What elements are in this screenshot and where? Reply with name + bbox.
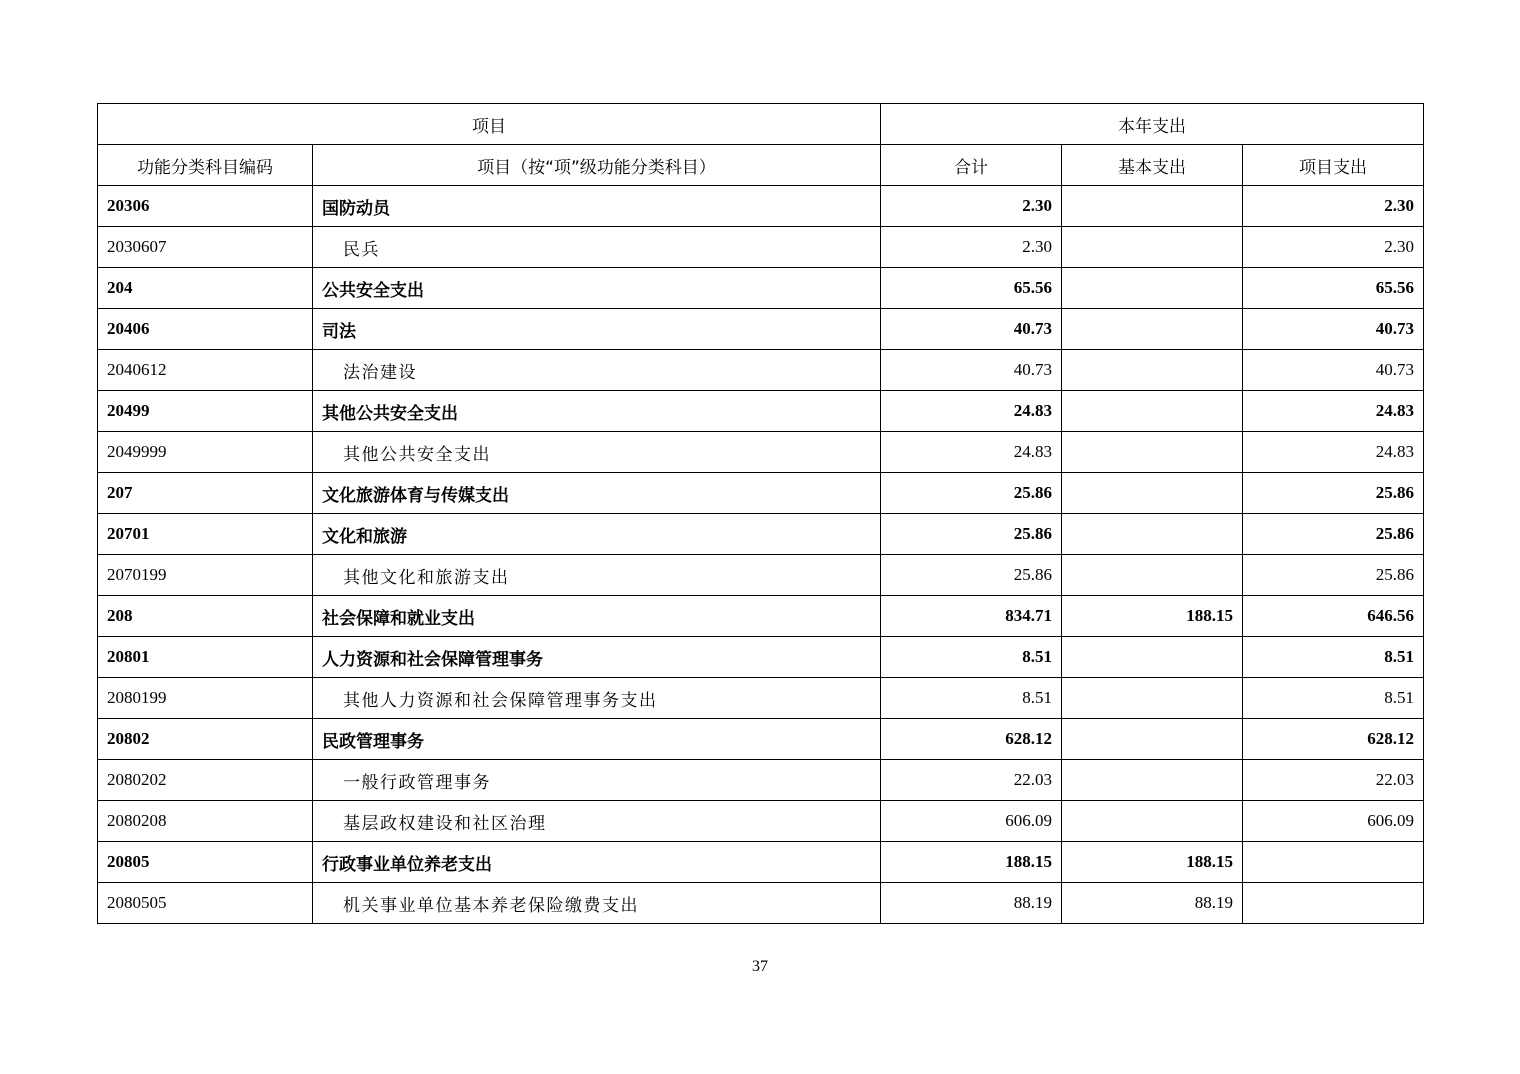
header-row-top — [98, 104, 1424, 145]
cell-name: 其他文化和旅游支出 — [313, 555, 881, 596]
table-row — [98, 514, 1424, 555]
cell-name: 机关事业单位基本养老保险缴费支出 — [313, 883, 881, 924]
cell-code: 2070199 — [98, 555, 313, 596]
table-body — [98, 186, 1424, 924]
table-row — [98, 309, 1424, 350]
cell-total: 25.86 — [881, 473, 1062, 514]
cell-name: 其他人力资源和社会保障管理事务支出 — [313, 678, 881, 719]
cell-total: 40.73 — [881, 350, 1062, 391]
cell-total: 606.09 — [881, 801, 1062, 842]
cell-total: 8.51 — [881, 678, 1062, 719]
table-row — [98, 719, 1424, 760]
cell-name: 民兵 — [313, 227, 881, 268]
cell-name: 国防动员 — [313, 186, 881, 227]
expenditure-table — [97, 103, 1424, 924]
header-item: 项目 — [98, 104, 881, 145]
cell-code: 20801 — [98, 637, 313, 678]
cell-project: 646.56 — [1243, 596, 1424, 637]
cell-code: 20406 — [98, 309, 313, 350]
cell-name: 文化和旅游 — [313, 514, 881, 555]
header-current-year: 本年支出 — [881, 104, 1424, 145]
cell-code: 207 — [98, 473, 313, 514]
header-total: 合计 — [881, 145, 1062, 186]
cell-basic — [1062, 350, 1243, 391]
cell-project: 24.83 — [1243, 432, 1424, 473]
cell-total: 8.51 — [881, 637, 1062, 678]
cell-project: 40.73 — [1243, 350, 1424, 391]
cell-total: 22.03 — [881, 760, 1062, 801]
cell-project: 25.86 — [1243, 473, 1424, 514]
cell-basic — [1062, 391, 1243, 432]
table-row — [98, 678, 1424, 719]
cell-code: 2080208 — [98, 801, 313, 842]
cell-project: 25.86 — [1243, 555, 1424, 596]
cell-code: 2080199 — [98, 678, 313, 719]
cell-total: 24.83 — [881, 432, 1062, 473]
header-row-columns — [98, 145, 1424, 186]
cell-basic — [1062, 555, 1243, 596]
cell-name: 一般行政管理事务 — [313, 760, 881, 801]
cell-name: 司法 — [313, 309, 881, 350]
cell-project: 8.51 — [1243, 678, 1424, 719]
cell-code: 20802 — [98, 719, 313, 760]
cell-total: 40.73 — [881, 309, 1062, 350]
cell-code: 2040612 — [98, 350, 313, 391]
cell-project: 2.30 — [1243, 227, 1424, 268]
table-row — [98, 760, 1424, 801]
page-number: 37 — [752, 958, 768, 975]
table-row — [98, 842, 1424, 883]
cell-name: 法治建设 — [313, 350, 881, 391]
cell-total: 88.19 — [881, 883, 1062, 924]
cell-project: 628.12 — [1243, 719, 1424, 760]
cell-basic: 188.15 — [1062, 596, 1243, 637]
cell-code: 20701 — [98, 514, 313, 555]
table-row — [98, 596, 1424, 637]
cell-basic — [1062, 514, 1243, 555]
cell-total: 2.30 — [881, 186, 1062, 227]
cell-project: 65.56 — [1243, 268, 1424, 309]
cell-project: 606.09 — [1243, 801, 1424, 842]
table-row — [98, 555, 1424, 596]
header-basic: 基本支出 — [1062, 145, 1243, 186]
cell-name: 社会保障和就业支出 — [313, 596, 881, 637]
cell-name: 文化旅游体育与传媒支出 — [313, 473, 881, 514]
cell-basic — [1062, 473, 1243, 514]
cell-basic — [1062, 309, 1243, 350]
cell-name: 人力资源和社会保障管理事务 — [313, 637, 881, 678]
table-row — [98, 801, 1424, 842]
cell-project: 40.73 — [1243, 309, 1424, 350]
table-row — [98, 473, 1424, 514]
header-name: 项目（按“项”级功能分类科目） — [313, 145, 881, 186]
cell-project: 22.03 — [1243, 760, 1424, 801]
cell-total: 628.12 — [881, 719, 1062, 760]
table-row — [98, 186, 1424, 227]
cell-project: 2.30 — [1243, 186, 1424, 227]
cell-code: 2080505 — [98, 883, 313, 924]
table-row — [98, 350, 1424, 391]
cell-basic — [1062, 678, 1243, 719]
table-row — [98, 432, 1424, 473]
cell-code: 2030607 — [98, 227, 313, 268]
cell-code: 208 — [98, 596, 313, 637]
cell-basic — [1062, 719, 1243, 760]
cell-code: 2049999 — [98, 432, 313, 473]
table-row — [98, 227, 1424, 268]
cell-code: 204 — [98, 268, 313, 309]
cell-project: 8.51 — [1243, 637, 1424, 678]
header-code: 功能分类科目编码 — [98, 145, 313, 186]
cell-code: 20499 — [98, 391, 313, 432]
cell-name: 其他公共安全支出 — [313, 391, 881, 432]
cell-name: 其他公共安全支出 — [313, 432, 881, 473]
cell-basic — [1062, 268, 1243, 309]
cell-basic: 88.19 — [1062, 883, 1243, 924]
table-row — [98, 268, 1424, 309]
table-row — [98, 391, 1424, 432]
cell-name: 民政管理事务 — [313, 719, 881, 760]
cell-code: 20306 — [98, 186, 313, 227]
cell-total: 188.15 — [881, 842, 1062, 883]
cell-basic — [1062, 186, 1243, 227]
cell-total: 2.30 — [881, 227, 1062, 268]
header-project: 项目支出 — [1243, 145, 1424, 186]
cell-total: 65.56 — [881, 268, 1062, 309]
cell-basic — [1062, 432, 1243, 473]
cell-total: 834.71 — [881, 596, 1062, 637]
cell-code: 20805 — [98, 842, 313, 883]
cell-project — [1243, 842, 1424, 883]
cell-project — [1243, 883, 1424, 924]
cell-total: 25.86 — [881, 555, 1062, 596]
cell-basic — [1062, 637, 1243, 678]
cell-code: 2080202 — [98, 760, 313, 801]
cell-total: 24.83 — [881, 391, 1062, 432]
cell-name: 行政事业单位养老支出 — [313, 842, 881, 883]
table-row — [98, 637, 1424, 678]
cell-basic — [1062, 227, 1243, 268]
cell-basic: 188.15 — [1062, 842, 1243, 883]
cell-basic — [1062, 760, 1243, 801]
cell-project: 25.86 — [1243, 514, 1424, 555]
cell-name: 公共安全支出 — [313, 268, 881, 309]
table-row — [98, 883, 1424, 924]
cell-total: 25.86 — [881, 514, 1062, 555]
cell-name: 基层政权建设和社区治理 — [313, 801, 881, 842]
cell-project: 24.83 — [1243, 391, 1424, 432]
cell-basic — [1062, 801, 1243, 842]
